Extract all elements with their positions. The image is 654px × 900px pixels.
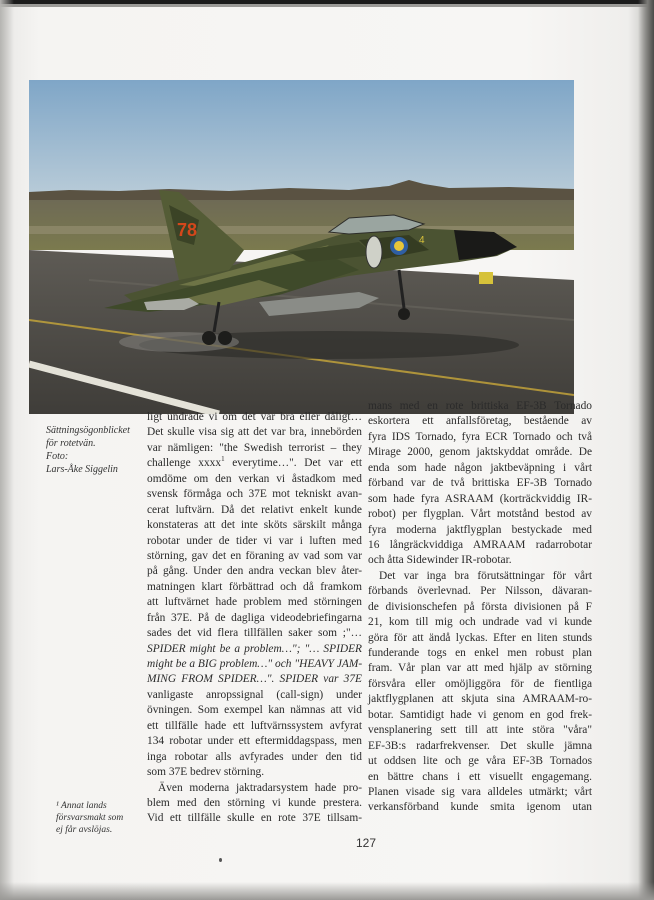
text-line: Även moderna jaktradarsystem hade pro- — [158, 781, 362, 794]
photo-caption — [46, 424, 138, 476]
text-line: vanligaste anropssignal (call-sign) under — [147, 688, 362, 701]
text-line: 21, kom till mig och undrade vad vi kunde — [368, 616, 592, 629]
text-line: EF-3B:s radarfrekvenser. Det skulle jämna — [368, 739, 592, 752]
text-line: verkansförband kunde smita igenom utan — [368, 801, 592, 814]
text-line: funderande togs en enkel men robust plan — [368, 647, 592, 659]
text-column-right — [368, 399, 592, 816]
text-line: konstateras att det inte sköts särskilt många — [147, 519, 362, 532]
footnote-marker: 1 — [221, 455, 225, 464]
nose-number: 4 — [419, 235, 425, 246]
text-line: var nämligen: "the Swedish terrorist – they — [147, 441, 362, 454]
text-line: Mirage 2000, genom jaktskyddat område. De — [368, 446, 592, 459]
text-line: robot) per flygplan. Vårt motstånd bestod av — [368, 508, 592, 521]
text-line: ligt undrade vi om det var bra eller dåligt… — [147, 411, 362, 423]
text-line: Vid ett tillfälle skulle en rote 37E tillsam- — [147, 812, 362, 825]
text-line: och åtta Sidewinder IR-robotar. — [368, 554, 512, 567]
text-line: jaktflygplanen att skjuta sina AMRAAM-ro- — [368, 693, 592, 706]
text-line: försvåra eller omöjliggöra för de fientliga — [368, 677, 592, 690]
text-line: förbands överlevnad. Per Nilsson, dävaran- — [368, 585, 592, 598]
text-line: göra för att ändå lyckas. Efter en liten stunds — [368, 631, 592, 644]
text-line: störning, gav det en föraning av vad som var — [147, 549, 362, 562]
text-line: matningen klart förbättrad och då framkom — [147, 580, 362, 593]
text-fragment: MING FROM SPIDER…". SPIDER var 37E — [147, 673, 362, 686]
text-column-left — [147, 410, 362, 827]
text-line: sades det vid flera tillfällen saker som ;"… — [147, 627, 362, 640]
text-line: ut oddsen lite och ge våra EF-3B Tornados — [368, 755, 592, 768]
text-line: Det skulle visa sig att det var bra, innebörden — [147, 426, 362, 439]
text-line: Det var inga bra förutsättningar för vårt — [379, 569, 592, 582]
text-fragment: might be a BIG problem…" och "HEAVY JAM- — [147, 658, 363, 670]
text-line: fyra moderna jaktflygplan bestyckade med — [368, 523, 592, 536]
caption-line: Sättningsögonblicket — [46, 425, 130, 436]
caption-line: Lars-Åke Siggelin — [46, 464, 118, 475]
text-line: 16 långräckviddiga AMRAAM radarrobotar — [368, 538, 592, 551]
text-line: mans med en rote brittiska EF-3B Tornado — [368, 400, 592, 412]
page-right-edge — [638, 0, 654, 900]
text-line: robotar under de tider vi var i luften med — [147, 534, 362, 547]
caption-line: för rotetvän. — [46, 438, 96, 449]
page-top-edge — [0, 0, 654, 10]
text-line: övningen. Som exempel kan nämnas att vid — [147, 704, 362, 717]
footnote-line: ¹ Annat lands — [56, 801, 107, 811]
text-line: enda som hade någon jaktbeväpning i vårt — [368, 461, 592, 474]
text-line: förband var de två brittiska EF-3B Tornado — [368, 477, 592, 490]
text-line: fram. Vår plan var att med hjälp av störning — [368, 662, 592, 675]
text-line: på gång. Under den andra veckan blev åter- — [147, 565, 362, 578]
text-line: inga robotar alls avfyrades under den tid — [147, 750, 362, 763]
text-fragment: SPIDER might be a problem…"; "… SPIDER — [147, 642, 362, 655]
text-line: en bättre chans i ett visuellt engagemang. — [368, 770, 592, 783]
page-bottom-edge — [0, 882, 654, 900]
text-line: omdöme om den verkan vi åstadkom med — [147, 472, 362, 485]
text-line: 134 robotar under ett eftermiddagspass, men — [147, 735, 362, 748]
text-line: från 37E. På de dagliga videodebriefingarna — [147, 611, 362, 624]
jet-fighter-illustration — [29, 80, 574, 414]
text-line: blem med den störning vi kunde prestera. — [147, 796, 362, 809]
text-line: de divisionschefen på första divisionen på F — [368, 600, 592, 613]
text-line: botar. Samtidigt hade vi genom en god frek- — [368, 708, 592, 721]
text-line: cerat luftvärn. Då det relativt enkelt kunde — [147, 503, 362, 516]
text-line: att luftvärnet hade problem med störningen — [147, 596, 362, 609]
text-line — [147, 642, 362, 657]
jet-fighter-photo — [29, 80, 574, 414]
footnote — [56, 800, 142, 836]
text-line: ett tillfälle hade ett luftvärnssystem avfyrat — [147, 719, 362, 732]
text-line: Planen visade sig vara alldeles utmärkt; vårt — [368, 785, 592, 798]
tail-number: 78 — [177, 220, 198, 240]
footnote-line: ej får avslöjas. — [56, 825, 113, 835]
text-fragment: everytime…". Det var ett — [224, 457, 362, 470]
text-line — [147, 657, 362, 672]
text-line: vensplanering sett till att inte störa "våra" — [368, 724, 592, 737]
text-line — [147, 456, 362, 471]
page-number: 127 — [355, 836, 377, 850]
text-line — [147, 672, 362, 687]
text-line: eskortera ett anfallsföretag, bestående av — [368, 415, 592, 428]
caption-line: Foto: — [46, 451, 69, 462]
scan-speck — [219, 858, 222, 862]
text-line: som 37E bedrev störning. — [147, 766, 265, 779]
text-line: fyra IDS Tornado, fyra ECR Tornado och två — [368, 430, 592, 443]
text-line: som hade fyra ASRAAM (korträckviddig IR- — [368, 492, 592, 505]
text-line: svensk förmåga och 37E mot tekniskt avan- — [147, 488, 362, 501]
text-fragment: challenge xxxx — [147, 457, 222, 470]
footnote-line: försvarsmakt som — [56, 813, 124, 823]
page-left-shadow — [0, 0, 14, 900]
